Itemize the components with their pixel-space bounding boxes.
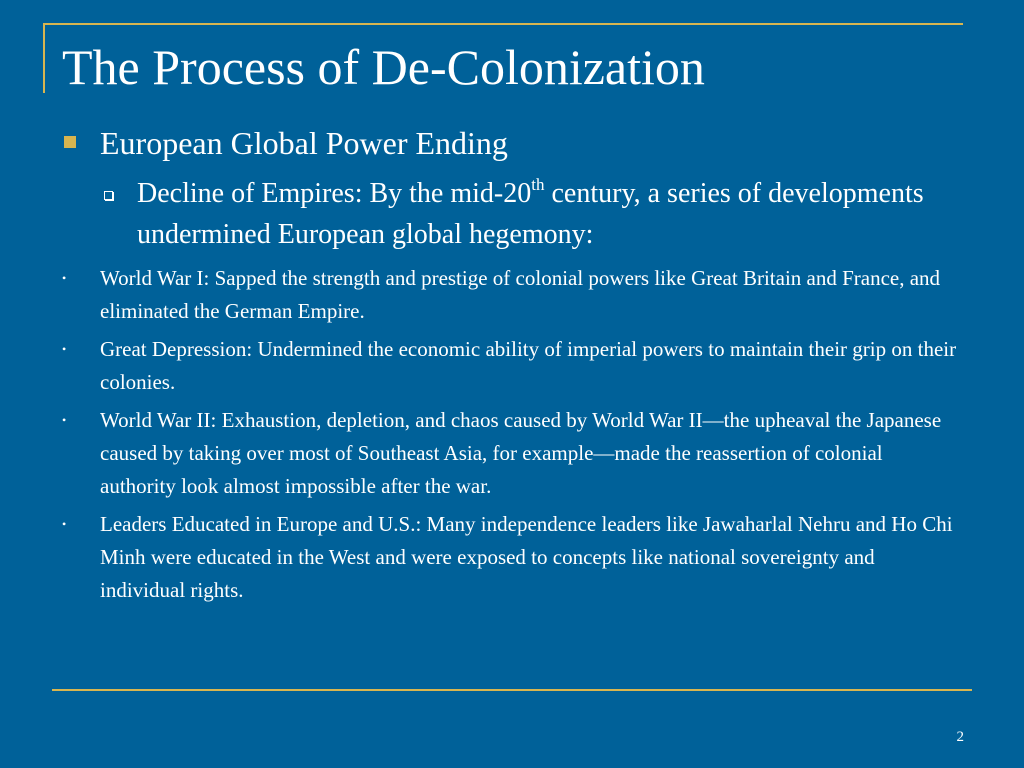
hollow-square-bullet-icon [104, 191, 113, 200]
detail-item-world-war-1 [62, 262, 962, 328]
dot-bullet-icon: • [62, 413, 67, 427]
sub-bullet-text-start: Decline of Empires: By the mid-20 [137, 178, 532, 209]
bullet-level-2-text [137, 173, 937, 255]
dot-bullet-icon: • [62, 271, 67, 285]
footer-divider-line [52, 689, 972, 691]
detail-item-text: Great Depression: Undermined the economic ability of imperial powers to maintain their grip on their colonies. [100, 337, 957, 394]
dot-bullet-icon: • [62, 342, 67, 356]
detail-item-text: Leaders Educated in Europe and U.S.: Many independence leaders like Jawaharlal Nehru and Ho Chi Minh were educated in the West and were exposed to concepts like national sovereignty and individual rights. [100, 512, 953, 602]
title-frame-left-line [43, 23, 45, 93]
detail-item-educated-leaders [62, 508, 962, 607]
slide-title: The Process of De-Colonization [62, 39, 705, 95]
detail-item-great-depression [62, 333, 962, 399]
sub-bullet-text-end: century, a series of developments undermined European global hegemony: [137, 178, 924, 250]
page-number: 2 [956, 729, 964, 745]
title-frame-top-line [43, 23, 963, 25]
detail-bullet-list [62, 262, 962, 612]
sub-bullet-superscript: th [531, 175, 545, 194]
detail-item-text: World War II: Exhaustion, depletion, and chaos caused by World War II—the upheaval the Japanese caused by taking over most of Southeast Asia, for example—made the reassertion of colonial authority look almost impossible after the war. [100, 408, 942, 498]
square-bullet-icon [64, 136, 76, 148]
bullet-level-1-text: European Global Power Ending [100, 125, 508, 161]
dot-bullet-icon: • [62, 517, 67, 531]
detail-item-text: World War I: Sapped the strength and prestige of colonial powers like Great Britain and France, and eliminated the German Empire. [100, 266, 941, 323]
detail-item-world-war-2 [62, 404, 962, 503]
